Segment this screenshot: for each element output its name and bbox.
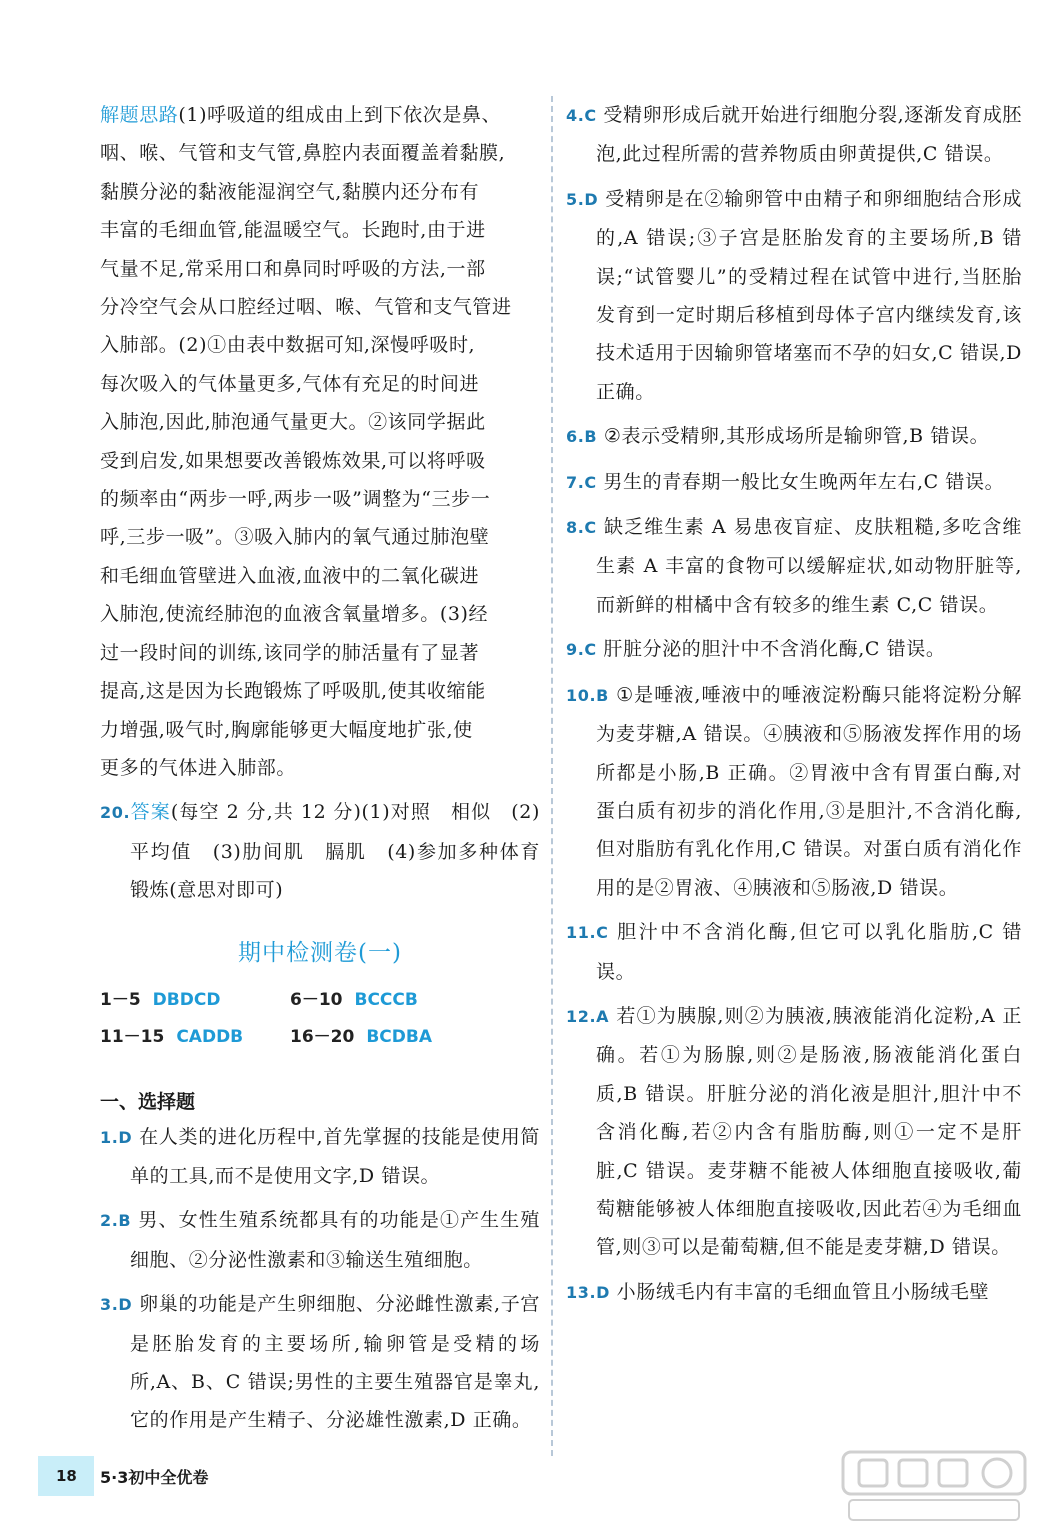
answer-item: 11.C 胆汁中不含消化酶,但它可以乳化脂肪,C 错误。 bbox=[566, 921, 1022, 983]
answer-key-item: 11－15 CADDB bbox=[100, 1026, 244, 1047]
answer-item: 9.C 肝脏分泌的胆汁中不含消化酶,C 错误。 bbox=[566, 638, 946, 661]
left-column bbox=[100, 96, 540, 1440]
answer-item: 10.B ①是唾液,唾液中的唾液淀粉酶只能将淀粉分解为麦芽糖,A 错误。④胰液和⑤肠液发挥作用的场所都是小肠,B 正确。②胃液中含有胃蛋白酶,对蛋白质有初步的消化作用,③是胆汁,不含消化酶,但对脂肪有乳化作用,C 错误。对蛋白质有消化作用的是②胃液、④胰液和⑤肠液,D 错误。 bbox=[566, 683, 1022, 899]
answer-key-grid bbox=[100, 985, 540, 1047]
answer-item: 13.D 小肠绒毛内有丰富的毛细血管且小肠绒毛壁 bbox=[566, 1280, 990, 1303]
answer-key-item: 1－5 DBDCD bbox=[100, 989, 221, 1010]
page-number: 18 bbox=[38, 1456, 94, 1496]
answer-item: 5.D 受精卵是在②输卵管中由精子和卵细胞结合形成的,A 错误;③子宫是胚胎发育的主要场所,B 错误;“试管婴儿”的受精过程在试管中进行,当胚胎发育到一定时期后移植到母体子宫内继续发育,该技术适用于因输卵管堵塞而不孕的妇女,C 错误,D 正确。 bbox=[566, 187, 1022, 403]
q19-analysis: 解题思路(1)呼吸道的组成由上到下依次是鼻、 咽、喉、气管和支气管,鼻腔内表面覆盖着黏膜, 黏膜分泌的黏液能湿润空气,黏膜内还分布有 丰富的毛细血管,能温暖空气。长跑时,由于进 气量不足,常采用口和鼻同时呼吸的方法,一部 分冷空气会从口腔经过咽、喉、气管和支气管进 入肺部。(2)①由表中数据可知,深慢呼吸时, 每次吸入的气体量更多,气体有充足的时间进 入肺泡,因此,肺泡通气量更大。②该同学据此 受到启发,如果想要改善锻炼效果,可以将呼吸 的频率由“两步一呼,两步一吸”调整为“三步一 呼,三步一吸”。③吸入肺内的氧气通过肺泡壁 和毛细血管壁进入血液,血液中的二氧化碳进 入肺泡,使流经肺泡的血液含氧量增多。(3)经 过一段时间的训练,该同学的肺活量有了显著 提高,这是因为长跑锻炼了呼吸肌,使其收缩能 力增强,吸气时,胸廓能够更大幅度地扩张,使 更多的气体进入肺部。 bbox=[100, 104, 512, 779]
right-column bbox=[566, 96, 1022, 1312]
analysis-label: 解题思路 bbox=[100, 104, 179, 126]
answer-label: 答案 bbox=[130, 801, 171, 824]
q20-answer: 20.答案(每空 2 分,共 12 分)(1)对照 相似 (2)平均值 (3)肋间肌 膈肌 (4)参加多种体育锻炼(意思对即可) bbox=[100, 801, 540, 902]
section-heading: 一、选择题 bbox=[100, 1090, 196, 1113]
answer-item: 2.B 男、女性生殖系统都具有的功能是①产生生殖细胞、②分泌性激素和③输送生殖细胞。 bbox=[100, 1209, 540, 1271]
answer-item: 12.A 若①为胰腺,则②为胰液,胰液能消化淀粉,A 正确。若①为肠腺,则②是肠液,肠液能消化蛋白质,B 错误。肝脏分泌的消化液是胆汁,胆汁中不含消化酶,若②内含有脂肪酶,则①一定不是肝脏,C 错误。麦芽糖不能被人体细胞直接吸收,葡萄糖能够被人体细胞直接吸收,因此若④为毛细血管,则③可以是葡萄糖,但不能是麦芽糖,D 错误。 bbox=[566, 1004, 1023, 1259]
answer-item: 8.C 缺乏维生素 A 易患夜盲症、皮肤粗糙,多吃含维生素 A 丰富的食物可以缓解症状,如动物肝脏等,而新鲜的柑橘中含有较多的维生素 C,C 错误。 bbox=[566, 516, 1022, 616]
section-title: 期中检测卷(一) bbox=[238, 939, 402, 966]
answer-item: 1.D 在人类的进化历程中,首先掌握的技能是使用简单的工具,而不是使用文字,D 错误。 bbox=[100, 1125, 541, 1187]
answer-key-item: 16－20 BCDBA bbox=[290, 1026, 432, 1047]
column-divider bbox=[551, 96, 553, 1456]
answer-key-item: 6－10 BCCCB bbox=[290, 989, 418, 1010]
book-brand: 5·3初中全优卷 bbox=[100, 1467, 209, 1487]
answer-item: 7.C 男生的青春期一般比女生晚两年左右,C 错误。 bbox=[566, 470, 1005, 493]
page-footer bbox=[38, 1456, 208, 1496]
answer-item: 6.B ②表示受精卵,其形成场所是输卵管,B 错误。 bbox=[566, 425, 990, 448]
answer-item: 4.C 受精卵形成后就开始进行细胞分裂,逐渐发育成胚泡,此过程所需的营养物质由卵黄提供,C 错误。 bbox=[566, 104, 1022, 166]
answer-item: 3.D 卵巢的功能是产生卵细胞、分泌雌性激素,子宫是胚胎发育的主要场所,输卵管是受精的场所,A、B、C 错误;男性的主要生殖器官是睾丸,它的作用是产生精子、分泌雄性激素,D 正确。 bbox=[100, 1293, 541, 1432]
watermark-logo-icon bbox=[839, 1446, 1029, 1526]
